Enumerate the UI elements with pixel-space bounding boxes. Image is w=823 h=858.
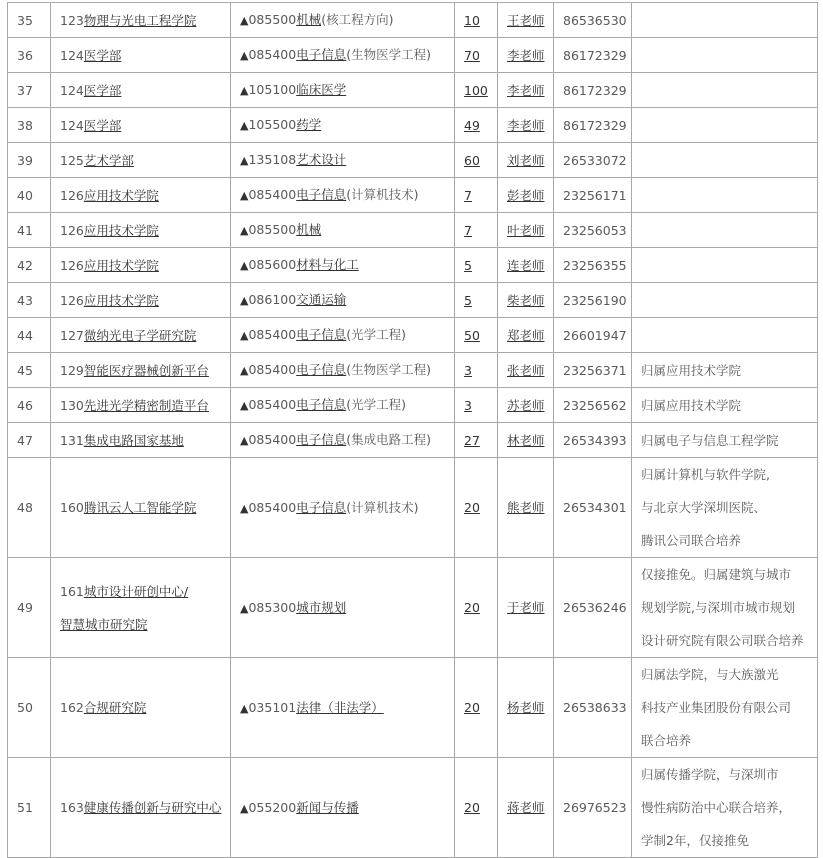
quota-cell [455,658,498,758]
contact-cell [498,758,554,858]
note-cell [632,248,818,283]
contact-cell [498,388,554,423]
triangle-icon: ▲ [240,84,249,97]
note-cell [632,423,818,458]
quota-link[interactable]: 20 [464,600,480,615]
note-cell [632,388,818,423]
triangle-icon: ▲ [240,119,249,132]
department-link[interactable]: 应用技术学院 [83,222,159,238]
note-line: 归属应用技术学院 [641,397,742,413]
contact-cell [498,458,554,558]
quota-cell [455,143,498,178]
department-link[interactable]: 智能医疗器械创新平台 [83,362,209,378]
table-row [8,423,818,458]
row-number: 42 [8,248,51,283]
note-cell [632,143,818,178]
quota-cell [455,758,498,858]
triangle-icon: ▲ [240,329,249,342]
row-number: 51 [8,758,51,858]
contact-cell [498,248,554,283]
major-cell: ▲105100临床医学 [231,73,455,108]
triangle-icon: ▲ [240,224,249,237]
department-code: 126 [60,257,84,273]
note-cell [632,658,818,758]
table-row [8,758,818,858]
quota-cell [455,213,498,248]
row-number: 50 [8,658,51,758]
major-link[interactable]: 电子信息 [296,362,347,377]
quota-link[interactable]: 20 [464,500,480,515]
contact-cell [498,318,554,353]
note-line: 设计研究院有限公司联合培养 [641,633,804,648]
quota-link[interactable]: 50 [464,327,480,343]
note-line: 归属电子与信息工程学院 [641,432,779,448]
phone-cell: 26533072 [554,143,632,178]
note-line: 科技产业集团股份有限公司 [641,700,792,715]
department-cell [51,558,231,658]
department-link[interactable]: 医学部 [83,82,122,98]
department-code: 162 [60,700,84,715]
contact-cell [498,423,554,458]
phone-cell: 26534393 [554,423,632,458]
phone-cell: 23256053 [554,213,632,248]
row-number: 41 [8,213,51,248]
triangle-icon: ▲ [240,364,249,377]
major-cell: ▲085500机械(核工程方向) [231,3,455,38]
contact-link[interactable]: 熊老师 [507,500,545,515]
table-body [8,3,818,858]
note-line: 归属计算机与软件学院, [641,467,770,482]
department-code: 126 [60,187,84,203]
major-link[interactable]: 电子信息 [296,397,347,412]
major-link[interactable]: 电子信息 [296,47,347,62]
note-cell [632,353,818,388]
note-cell [632,558,818,658]
note-cell [632,283,818,318]
major-link[interactable]: 临床医学 [296,82,347,97]
contact-cell [498,38,554,73]
table-row [8,213,818,248]
major-link[interactable]: 艺术设计 [296,152,347,167]
row-number: 44 [8,318,51,353]
triangle-icon: ▲ [240,501,249,515]
row-number: 43 [8,283,51,318]
triangle-icon: ▲ [240,259,249,272]
quota-cell [455,558,498,658]
triangle-icon: ▲ [240,434,249,447]
department-code: 124 [60,47,84,63]
major-link[interactable]: 电子信息 [296,432,347,447]
note-cell [632,38,818,73]
department-code: 160 [60,500,84,515]
major-cell: ▲085300城市规划 [231,558,455,658]
department-link[interactable]: 城市设计研创中心/ [83,583,189,599]
note-line: 规划学院,与深圳市城市规划 [641,600,795,615]
major-cell: ▲085400电子信息(集成电路工程) [231,423,455,458]
table-row [8,73,818,108]
table-row [8,143,818,178]
major-cell: ▲105500药学 [231,108,455,143]
department-code: 131 [60,432,84,448]
row-number: 48 [8,458,51,558]
phone-cell: 23256371 [554,353,632,388]
contact-cell [498,283,554,318]
major-cell: ▲085400电子信息(生物医学工程) [231,353,455,388]
department-cell [51,283,231,318]
quota-link[interactable]: 70 [464,47,480,63]
quota-cell [455,353,498,388]
department-cell [51,423,231,458]
major-cell: ▲085400电子信息(光学工程) [231,318,455,353]
contact-link[interactable]: 苏老师 [507,397,545,413]
department-cell [51,143,231,178]
major-link[interactable]: 新闻与传播 [296,799,359,815]
note-line: 归属传播学院，与深圳市 [641,767,779,782]
department-cell [51,458,231,558]
quota-link[interactable]: 20 [464,800,480,815]
triangle-icon: ▲ [240,294,249,307]
row-number: 40 [8,178,51,213]
department-link[interactable]: 应用技术学院 [83,187,159,203]
department-cell [51,758,231,858]
phone-cell: 86172329 [554,108,632,143]
triangle-icon: ▲ [240,154,249,167]
major-link[interactable]: 法律（非法学） [296,699,384,715]
quota-link[interactable]: 5 [464,257,472,273]
table-row [8,248,818,283]
contact-link[interactable]: 柴老师 [507,292,545,308]
note-line: 慢性病防治中心联合培养， [641,800,792,815]
department-code: 161 [60,583,84,599]
triangle-icon: ▲ [240,701,249,715]
row-number: 36 [8,38,51,73]
contact-link[interactable]: 林老师 [507,432,545,448]
contact-link[interactable]: 王老师 [507,12,545,28]
major-link[interactable]: 机械 [296,222,322,237]
major-link[interactable]: 电子信息 [296,327,347,342]
note-cell [632,3,818,38]
triangle-icon: ▲ [240,601,249,615]
quota-link[interactable]: 3 [464,397,472,413]
contact-cell [498,558,554,658]
quota-link[interactable]: 3 [464,362,472,378]
department-link[interactable]: 合规研究院 [83,700,147,715]
contact-link[interactable]: 李老师 [507,82,545,98]
phone-cell: 86536530 [554,3,632,38]
contact-cell [498,73,554,108]
table-row [8,38,818,73]
note-line: 联合培养 [641,733,692,748]
phone-cell: 26538633 [554,658,632,758]
contact-link[interactable]: 连老师 [507,257,545,273]
major-link[interactable]: 电子信息 [296,499,347,515]
quota-cell [455,318,498,353]
department-link[interactable]: 医学部 [83,47,122,63]
major-link[interactable]: 材料与化工 [296,257,359,272]
contact-link[interactable]: 杨老师 [507,700,545,715]
row-number: 35 [8,3,51,38]
note-line: 学制2年，仅接推免 [641,833,749,848]
note-cell [632,318,818,353]
phone-cell: 23256190 [554,283,632,318]
department-code: 127 [60,327,84,343]
department-link[interactable]: 应用技术学院 [83,292,159,308]
major-cell: ▲085400电子信息(光学工程) [231,388,455,423]
quota-link[interactable]: 5 [464,292,472,308]
note-line: 归属法学院，与大族激光 [641,667,779,682]
major-cell: ▲086100交通运输 [231,283,455,318]
triangle-icon: ▲ [240,189,249,202]
triangle-icon: ▲ [240,49,249,62]
department-code: 125 [60,152,84,168]
department-cell [51,388,231,423]
contact-cell [498,3,554,38]
department-cell [51,73,231,108]
contact-cell [498,213,554,248]
major-cell: ▲085400电子信息(计算机技术) [231,458,455,558]
department-code: 124 [60,117,84,133]
table-row [8,283,818,318]
contact-link[interactable]: 张老师 [507,362,545,378]
department-cell [51,318,231,353]
department-link[interactable]: 应用技术学院 [83,257,159,273]
contact-link[interactable]: 李老师 [507,117,545,133]
note-cell [632,108,818,143]
quota-link[interactable]: 7 [464,187,472,203]
department-cell [51,178,231,213]
quota-link[interactable]: 20 [464,700,480,715]
quota-link[interactable]: 27 [464,432,480,448]
triangle-icon: ▲ [240,399,249,412]
phone-cell: 26536246 [554,558,632,658]
contact-cell [498,143,554,178]
department-code: 123 [60,12,84,28]
department-cell [51,38,231,73]
quota-cell [455,178,498,213]
note-cell [632,178,818,213]
department-cell [51,213,231,248]
department-code: 130 [60,397,84,413]
quota-link[interactable]: 49 [464,117,480,133]
department-link[interactable]: 健康传播创新与研究中心 [83,800,222,815]
contact-link[interactable]: 蒋老师 [507,800,545,815]
major-cell: ▲035101法律（非法学） [231,658,455,758]
phone-cell: 26976523 [554,758,632,858]
quota-link[interactable]: 100 [464,82,488,98]
quota-cell [455,108,498,143]
major-cell: ▲085400电子信息(计算机技术) [231,178,455,213]
department-code: 126 [60,222,84,238]
row-number: 49 [8,558,51,658]
quota-cell [455,423,498,458]
triangle-icon: ▲ [240,14,249,27]
contact-link[interactable]: 叶老师 [507,222,545,238]
row-number: 38 [8,108,51,143]
phone-cell: 26601947 [554,318,632,353]
major-link[interactable]: 机械 [296,12,322,27]
row-number: 45 [8,353,51,388]
major-cell: ▲085600材料与化工 [231,248,455,283]
department-cell [51,353,231,388]
department-cell [51,658,231,758]
major-link[interactable]: 交通运输 [296,292,347,307]
quota-cell [455,73,498,108]
department-link-line2[interactable]: 智慧城市研究院 [60,616,148,632]
department-link[interactable]: 腾讯云人工智能学院 [83,500,197,515]
department-code: 126 [60,292,84,308]
major-cell: ▲085500机械 [231,213,455,248]
department-link[interactable]: 医学部 [83,117,122,133]
note-line: 腾讯公司联合培养 [641,533,742,548]
row-number: 46 [8,388,51,423]
table-row [8,108,818,143]
contact-link[interactable]: 李老师 [507,47,545,63]
phone-cell: 23256171 [554,178,632,213]
phone-cell: 86172329 [554,38,632,73]
note-line: 归属应用技术学院 [641,362,742,378]
note-cell [632,73,818,108]
table-row [8,178,818,213]
phone-cell: 23256355 [554,248,632,283]
quota-link[interactable]: 10 [464,12,480,28]
major-link[interactable]: 城市规划 [296,599,347,615]
quota-cell [455,283,498,318]
row-number: 37 [8,73,51,108]
contact-link[interactable]: 于老师 [507,600,545,615]
contact-link[interactable]: 刘老师 [507,152,545,168]
department-cell [51,3,231,38]
quota-cell [455,458,498,558]
table-row [8,353,818,388]
department-link[interactable]: 艺术学部 [83,152,134,168]
department-link[interactable]: 集成电路国家基地 [83,432,184,448]
contact-link[interactable]: 彭老师 [507,187,545,203]
major-link[interactable]: 药学 [296,117,322,132]
note-line: 仅接推免。归属建筑与城市 [641,567,792,582]
table-row [8,658,818,758]
department-link[interactable]: 微纳光电子学研究院 [83,327,197,343]
table-row [8,318,818,353]
department-cell [51,248,231,283]
quota-link[interactable]: 60 [464,152,480,168]
triangle-icon: ▲ [240,801,249,815]
department-cell [51,108,231,143]
phone-cell: 86172329 [554,73,632,108]
department-code: 124 [60,82,84,98]
row-number: 47 [8,423,51,458]
row-number: 39 [8,143,51,178]
department-link[interactable]: 物理与光电工程学院 [83,12,197,28]
quota-cell [455,38,498,73]
note-line: 与北京大学深圳医院、 [641,500,767,515]
quota-cell [455,3,498,38]
department-code: 163 [60,800,84,815]
department-code: 129 [60,362,84,378]
table-row [8,558,818,658]
contact-cell [498,353,554,388]
table-row [8,458,818,558]
contact-link[interactable]: 郑老师 [507,327,545,343]
major-cell: ▲085400电子信息(生物医学工程) [231,38,455,73]
note-cell [632,758,818,858]
note-cell [632,458,818,558]
phone-cell: 26534301 [554,458,632,558]
phone-cell: 23256562 [554,388,632,423]
major-cell: ▲135108艺术设计 [231,143,455,178]
enrollment-table [7,2,818,858]
quota-link[interactable]: 7 [464,222,472,238]
contact-cell [498,178,554,213]
table-row [8,3,818,38]
major-link[interactable]: 电子信息 [296,187,347,202]
table-row [8,388,818,423]
department-link[interactable]: 先进光学精密制造平台 [83,397,209,413]
quota-cell [455,248,498,283]
note-cell [632,213,818,248]
quota-cell [455,388,498,423]
contact-cell [498,108,554,143]
major-cell: ▲055200新闻与传播 [231,758,455,858]
contact-cell [498,658,554,758]
